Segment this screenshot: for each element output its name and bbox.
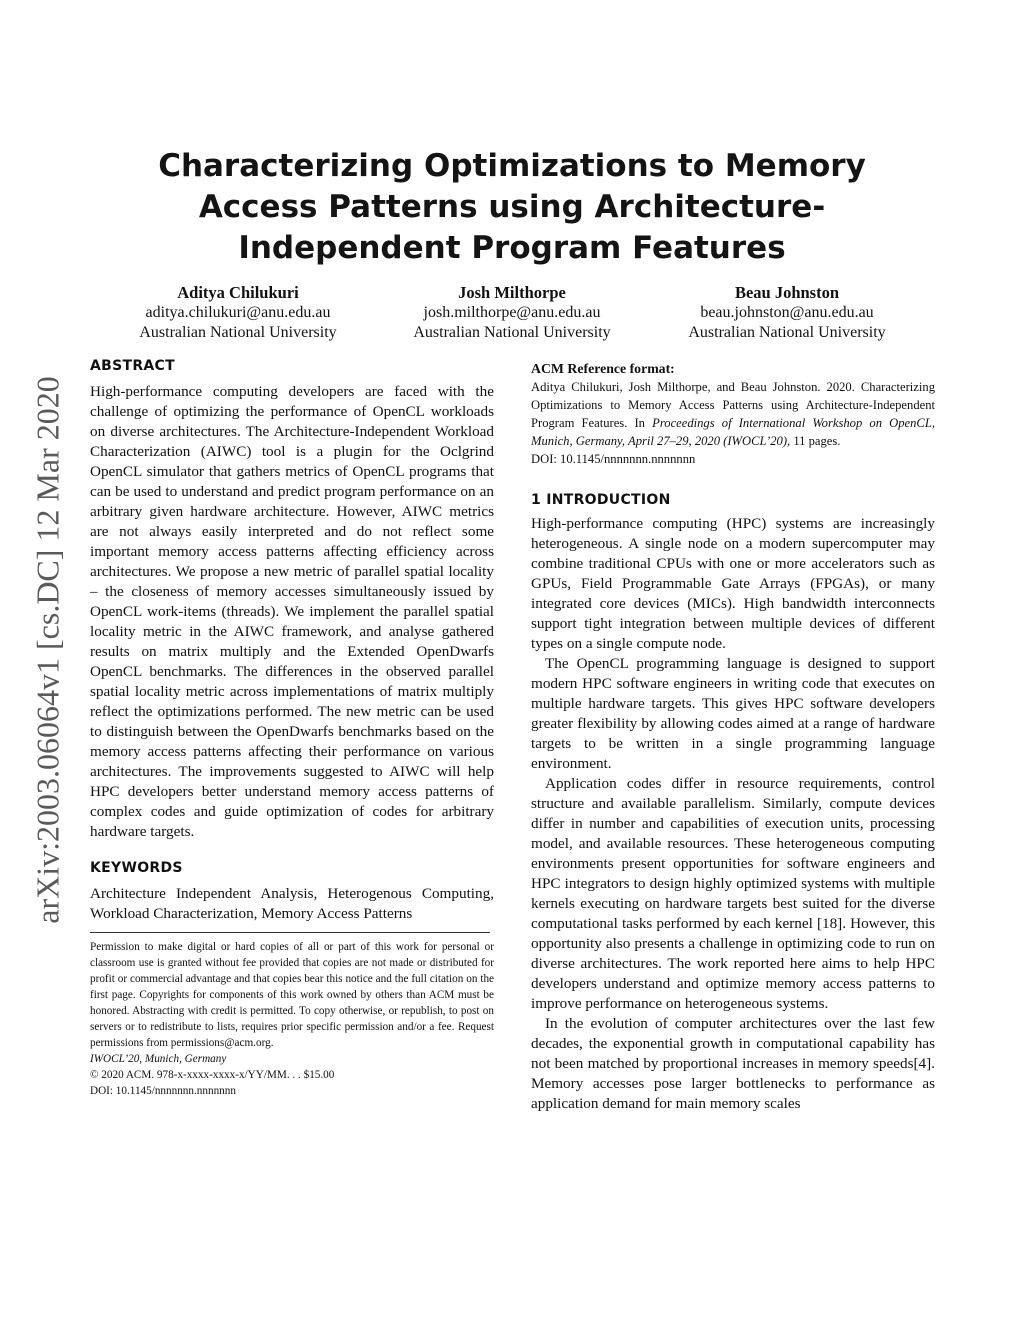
permission-notice: Permission to make digital or hard copies of all or part of this work for personal or classroom use is granted without fee provided that copies are not made or distributed for profit or commercial advantage and that copies bear this notice and the full citation on the first page. Copyrights for components of this work owned by others than ACM must be honored. Abstracting with credit is permitted. To copy otherwise, or republish, to post on servers or to redistribute to lists, requires prior specific permission and/or a fee. Request permissions from permissions@acm.org. bbox=[90, 941, 494, 1049]
acm-ref-prefix: Aditya Chilukuri, Josh Milthorpe, and Beau Johnston. 2020. Characterizing Optimizations to Memory Access Patterns using Architecture-Independent Program Features. In bbox=[531, 380, 935, 430]
author-email: josh.milthorpe@anu.edu.au bbox=[423, 304, 601, 321]
paper-title: Characterizing Optimizations to Memory Access Patterns using Architecture-Independent Program Features bbox=[158, 148, 866, 266]
author-2 bbox=[405, 283, 619, 343]
right-column bbox=[531, 356, 935, 1114]
venue-line: IWOCL’20, Munich, Germany bbox=[90, 1053, 227, 1065]
arxiv-identifier: arXiv:2003.06064v1 [cs.DC] 12 Mar 2020 bbox=[29, 376, 66, 924]
keywords-text: Architecture Independent Analysis, Heterogenous Computing, Workload Characterization, Memory Access Patterns bbox=[90, 885, 494, 922]
acm-ref-pages: 11 pages. bbox=[790, 434, 841, 448]
intro-paragraph-3: Application codes differ in resource requirements, control structure and available parallelism. Similarly, compute devices differ in number and capabilities of execution units, processing model, and available resources. These heterogeneous computing environments present opportunities for software engineers and HPC integrators to design highly optimized systems with multiple kernels executing on hardware targets best suited for the diverse computational tasks performed by each kernel [18]. However, this opportunity also presents a challenge in optimizing code to run on diverse architectures. The work reported here aims to help HPC developers understand and optimize memory access patterns to improve performance on heterogeneous systems. bbox=[531, 775, 935, 1012]
intro-paragraph-1: High-performance computing (HPC) systems are increasingly heterogeneous. A single node on a modern supercomputer may combine traditional CPUs with one or more accelerators such as GPUs, Field Programmable Gate Arrays (FPGAs), or many integrated core devices (MICs). High bandwidth interconnects support tight integration between multiple devices of different types on a single compute node. bbox=[531, 515, 935, 652]
copyright-line: © 2020 ACM. 978-x-xxxx-xxxx-x/YY/MM. . . $15.00 bbox=[90, 1069, 335, 1081]
acm-ref-proceedings: Proceedings of International Workshop on OpenCL, Munich, Germany, April 27–29, 2020 (IWOCL’20), bbox=[531, 416, 935, 448]
author-affiliation: Australian National University bbox=[139, 324, 337, 341]
left-column bbox=[90, 356, 494, 1099]
author-email: aditya.chilukuri@anu.edu.au bbox=[145, 304, 331, 321]
keywords-heading: KEYWORDS bbox=[90, 860, 183, 876]
acm-ref-doi: DOI: 10.1145/nnnnnnn.nnnnnnn bbox=[531, 452, 696, 466]
doi-line: DOI: 10.1145/nnnnnnn.nnnnnnn bbox=[90, 1085, 236, 1097]
intro-paragraph-2: The OpenCL programming language is designed to support modern HPC software engineers in writing code that executes on multiple hardware targets. This gives HPC software developers greater flexibility by allowing codes aimed at a range of hardware targets to be written in a single programming language environment. bbox=[531, 655, 935, 772]
author-name: Beau Johnston bbox=[734, 283, 840, 302]
author-email: beau.johnston@anu.edu.au bbox=[700, 304, 874, 321]
introduction-heading: 1 INTRODUCTION bbox=[531, 492, 671, 508]
author-name: Aditya Chilukuri bbox=[177, 283, 299, 302]
intro-paragraph-4: In the evolution of computer architectures over the last few decades, the exponential growth in computational capability has not been matched by proportional increases in memory speeds[4]. Memory accesses pose larger bottlenecks to performance as application demand for main memory scales bbox=[531, 1015, 935, 1112]
abstract-text: High-performance computing developers are faced with the challenge of optimizing the performance of OpenCL workloads on diverse architectures. The Architecture-Independent Workload Characterization (AIWC) tool is a plugin for the Oclgrind OpenCL simulator that gathers metrics of OpenCL programs that can be used to understand and predict program performance on an arbitrary given hardware architecture. However, AIWC metrics are not always easily interpreted and do not reflect some important memory access patterns affecting efficiency across architectures. We propose a new metric of parallel spatial locality – the closeness of memory accesses simultaneously issued by OpenCL work-items (threads). We implement the parallel spatial locality metric in the AIWC framework, and analyse gathered results on matrix multiply and the Extended OpenDwarfs OpenCL benchmarks. The differences in the observed parallel spatial locality metric across implementations of matrix multiply reflect the optimizations performed. The new metric can be used to distinguish between the OpenDwarfs benchmarks based on the memory access patterns affecting their performance on various architectures. The improvements suggested to AIWC will help HPC developers better understand memory access patterns of complex codes and guide optimization of codes for arbitrary hardware targets. bbox=[90, 383, 494, 840]
author-1 bbox=[135, 283, 341, 343]
author-name: Josh Milthorpe bbox=[458, 283, 566, 302]
footnote-divider bbox=[90, 932, 490, 933]
author-affiliation: Australian National University bbox=[413, 324, 611, 341]
arxiv-sidebar bbox=[28, 340, 68, 960]
abstract-heading: ABSTRACT bbox=[90, 358, 175, 374]
author-affiliation: Australian National University bbox=[688, 324, 886, 341]
acm-ref-heading: ACM Reference format: bbox=[531, 361, 675, 376]
author-block bbox=[0, 283, 1024, 347]
acm-ref-text bbox=[531, 378, 935, 450]
author-3 bbox=[680, 283, 894, 343]
